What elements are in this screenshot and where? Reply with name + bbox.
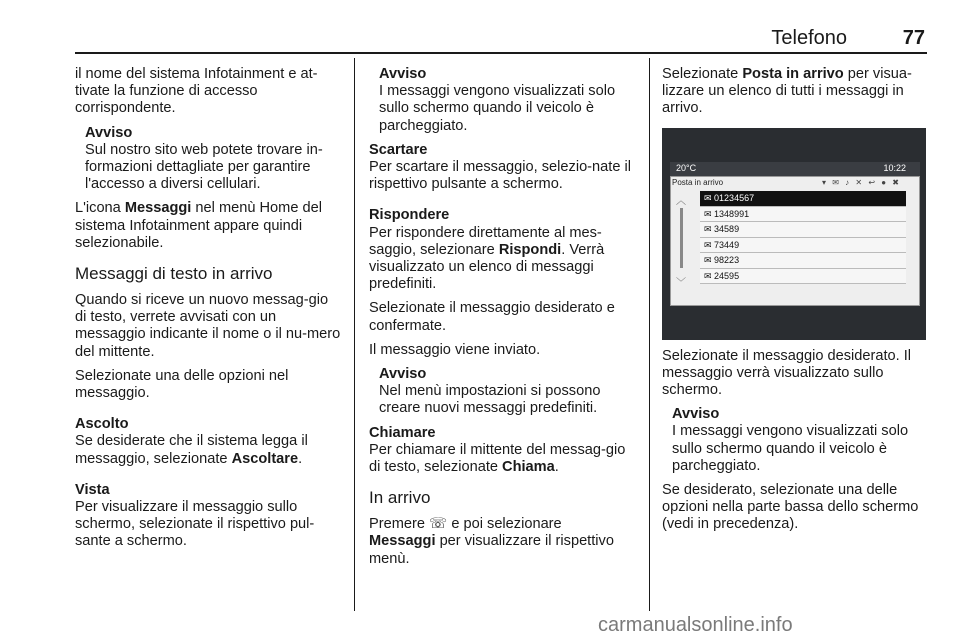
watermark: carmanualsonline.info [598,614,793,636]
note-title: Avviso [672,406,720,423]
note-text: I messaggi vengono visualizzati solo sullo schermo quando il veicolo è parcheggiato. [672,423,909,474]
inbox-screenshot [662,128,926,340]
message-row: ✉ 73449 [700,238,906,254]
column-2 [369,66,637,575]
column-1 [75,66,343,558]
subheading: Chiamare [369,424,436,441]
note-text: I messaggi vengono visualizzati solo sullo schermo quando il veicolo è parcheggiato. [379,83,616,134]
subheading: Scartare [369,141,428,158]
section-heading: Messaggi di testo in arrivo [75,264,273,284]
scrollbar [680,208,683,268]
status-icons: ▾ ✉ ♪ ✕ ↩ ● ✖ [822,178,901,187]
inbox-heading: Posta in arrivo [672,178,724,187]
note-text: Sul nostro sito web potete trovare in-formazioni dettagliate per garantire l'accesso a diversi cellulari. [85,141,323,193]
paragraph: Selezionate una delle opzioni nel messaggio. [75,367,289,402]
section-heading: In arrivo [369,488,431,508]
message-row: ✉ 1348991 [700,207,906,223]
subheading: Ascolto [75,416,129,433]
page-number: 77 [902,27,925,49]
paragraph: Per scartare il messaggio, selezio-nate il rispettivo pulsante a schermo. [369,159,631,193]
page-header [75,27,927,49]
status-bar [670,162,920,176]
clock: 10:22 [883,163,906,173]
column-divider [649,58,650,611]
note [369,366,637,418]
paragraph: L'icona Messaggi nel menù Home del sistema Infotainment appare quindi selezionabile. [75,200,322,251]
column-divider [354,58,355,611]
message-row: ✉ 34589 [700,222,906,238]
paragraph: Selezionate il messaggio desiderato. Il messaggio verrà visualizzato sullo schermo. [662,347,912,399]
paragraph: Se desiderato, selezionate una delle opzioni nella parte bassa dello schermo (vedi in precedenza). [662,482,919,533]
paragraph: il nome del sistema Infotainment e at-tivate la funzione di accesso corrispondente. [75,66,318,117]
paragraph: Quando si riceve un nuovo messag-gio di testo, verrete avvisati con un messaggio indicante il nome o il nu-mero del mittente. [75,292,341,360]
paragraph: Per visualizzare il messaggio sullo schermo, selezionate il rispettivo pul-sante a schermo. [75,499,315,550]
header-rule [75,52,927,54]
note-text: Nel menù impostazioni si possono creare nuovi messaggi predefiniti. [379,383,601,417]
note [662,406,930,475]
note [75,125,343,194]
message-row: ✉ 24595 [700,269,906,285]
paragraph: Se desiderate che il sistema legga il messaggio, selezionate Ascoltare. [75,433,308,467]
chapter-title: Telefono [771,27,847,49]
paragraph: Premere ☏ e poi selezionare Messaggi per visualizzare il rispettivo menù. [369,516,614,567]
phone-icon: ☏ [429,516,448,533]
message-row: ✉ 98223 [700,253,906,269]
paragraph: Selezionate il messaggio desiderato e confermate. [369,300,615,334]
note-title: Avviso [379,366,427,383]
paragraph: Selezionate Posta in arrivo per visua-lizzare un elenco di tutti i messaggi in arrivo. [662,66,912,117]
temperature: 20°C [676,163,697,173]
note [369,66,637,135]
paragraph: Per rispondere direttamente al mes-saggio, selezionare Rispondi. Verrà visualizzato un elenco di messaggi predefiniti. [369,224,605,293]
note-title: Avviso [85,124,133,141]
scroll-down-icon: ﹀ [676,278,686,289]
paragraph: Il messaggio viene inviato. [369,341,541,358]
message-list [700,191,906,284]
scroll-up-icon: ︿ [676,196,686,207]
subheading: Rispondere [369,207,450,224]
note-title: Avviso [379,66,427,82]
message-row: ✉ 01234567 [700,191,906,207]
subheading: Vista [75,481,110,498]
paragraph: Per chiamare il mittente del messag-gio di testo, selezionate Chiama. [369,441,626,476]
